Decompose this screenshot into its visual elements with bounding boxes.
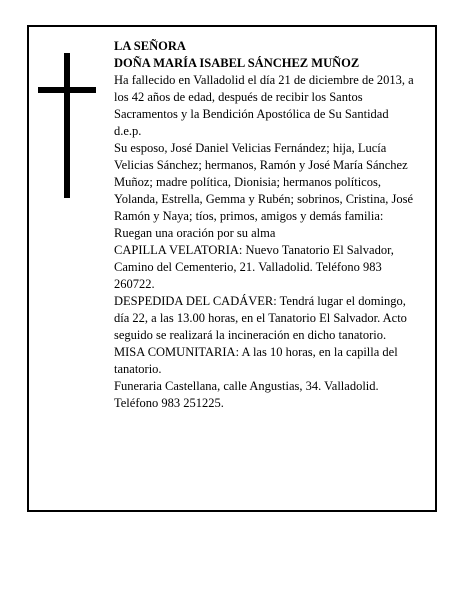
funeral-home-paragraph: Funeraria Castellana, calle Angustias, 34. Valladolid. Teléfono 983 251225. (114, 379, 379, 410)
chapel-label: CAPILLA VELATORIA: (114, 243, 243, 257)
farewell-paragraph (114, 293, 414, 344)
prayer-request: Ruegan una oración por su alma (114, 226, 276, 240)
mass-label: MISA COMUNITARIA: (114, 345, 240, 359)
rip-text: d.e.p. (114, 124, 142, 138)
farewell-label: DESPEDIDA DEL CADÁVER: (114, 294, 277, 308)
deceased-name: DOÑA MARÍA ISABEL SÁNCHEZ MUÑOZ (114, 56, 360, 70)
cross-horizontal-bar (38, 87, 96, 93)
obituary-text (114, 38, 414, 412)
mass-paragraph (114, 344, 414, 378)
death-paragraph: Ha fallecido en Valladolid el día 21 de diciembre de 2013, a los 42 años de edad, después de recibir los Santos Sacramentos y la Bendición Apostólica de Su Santidad (114, 73, 414, 121)
notice-title: LA SEÑORA (114, 39, 186, 53)
farewell-text: Tendrá lugar el domingo, día 22, a las 13.00 horas, en el Tanatorio El Salvador. Acto seguido se realizará la incineración en dicho tanatorio. (114, 294, 407, 342)
cross-vertical-bar (64, 53, 70, 198)
chapel-paragraph (114, 242, 414, 293)
family-paragraph: Su esposo, José Daniel Velicias Fernández; hija, Lucía Velicias Sánchez; hermanos, Ramón y José María Sánchez Muñoz; madre política, Dionisia; hermanos políticos, Yolanda, Estrella, Gemma y Rubén; sobrinos, Cristina, José Ramón y Naya; tíos, primos, amigos y demás familia: (114, 141, 414, 223)
mass-text: A las 10 horas, en la capilla del tanatorio. (114, 345, 398, 376)
chapel-text: Nuevo Tanatorio El Salvador, Camino del Cementerio, 21. Valladolid. Teléfono 983 260722. (114, 243, 394, 291)
cross-icon (38, 53, 96, 198)
